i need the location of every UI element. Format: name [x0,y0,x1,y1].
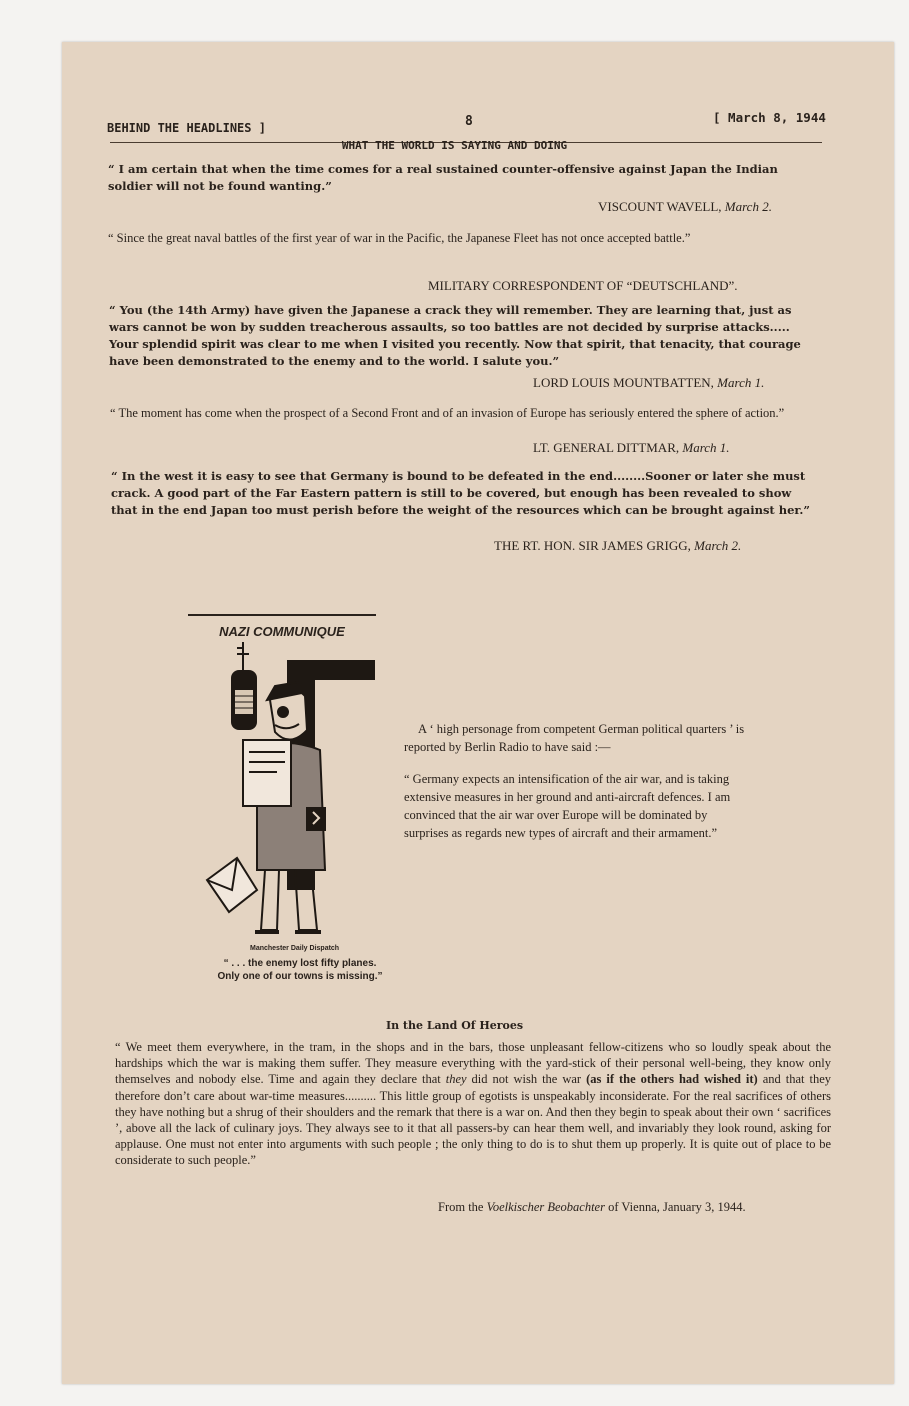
cartoon-title: NAZI COMMUNIQUE [219,624,345,639]
cartoon-credit: Manchester Daily Dispatch [250,945,340,952]
communique-intro: A ‘ high personage from competent German political quarters ’ is reported by Berlin Radio to have said :— [404,722,745,754]
heroes-text: and that they therefore don’t care about war-time measures.......... This little group of egotists is unspeakably inconsiderate. For the real sacrifices of others they have nothing but a shrug of their shoulders and the remark that there is a war on. And then they begin to speak about their own ‘ sacrifices ’, above all the lack of culinary joys. They always see to it that all passers-by can hear them well, and invariably they look round, asking for applause. One must not enter into arguments with such people ; the only thing to do is to shut them up properly. It is quite out of place to be considerate to such people.” [115,1072,831,1168]
quote-speaker: LT. GENERAL DITTMAR, [533,440,680,455]
page-number: 8 [465,114,473,129]
issue-date: [ March 8, 1944 [713,110,826,125]
quote-date: March 1. [717,375,765,390]
cartoon-caption-line: Only one of our towns is missing.” [217,971,383,982]
source-suffix: of Vienna, January 3, 1944. [604,1200,746,1214]
quote-attribution [428,278,738,294]
quote-speaker: LORD LOUIS MOUNTBATTEN, [533,375,714,390]
quote-text: “ I am certain that when the time comes for a real sustained counter-offensive against Japan the Indian soldier will not be found wanting.” [108,162,778,193]
heroes-emphasis: they [445,1072,467,1087]
cartoon-caption-line: “ . . . the enemy lost fifty planes. [223,958,377,969]
newsletter-name: BEHIND THE HEADLINES ] [107,121,266,135]
quote-attribution [494,538,741,554]
heroes-text: “ We meet them everywhere, in the tram, in the shops and in the bars, those unpleasant fellow-citizens who so loudly speak about the hardships which the war is making them suffer. They measure everything with the yard-stick of their personal well-being, they know only themselves and nobody else. Time and again they declare that [115,1040,831,1087]
section-heading: In the Land Of Heroes [385,1019,524,1032]
cartoon-illustration [195,640,385,945]
quote-attribution [598,199,772,215]
quote-text: “ In the west it is easy to see that Germany is bound to be defeated in the end........Sooner or later she must crack. A good part of the Far Eastern pattern is still to be covered, but enough has been revealed to show that in the end Japan too must perish before the weight of the resources which can be brought against her.” [111,469,811,517]
quote-date: March 2. [724,199,772,214]
heroes-paragraph [115,1039,831,1169]
quote-speaker: THE RT. HON. SIR JAMES GRIGG, [494,538,691,553]
heroes-text: did not wish the war [466,1072,587,1087]
quote-date: March 2. [694,538,742,553]
communique-quote: “ Germany expects an intensification of the air war, and is taking extensive measures in her ground and anti-aircraft defences. I am convinced that the air war over Europe will be dominated by surprises as regards new types of aircraft and their armament.” [404,772,731,840]
section-title: WHAT THE WORLD IS SAYING AND DOING [341,139,568,152]
quote-speaker: MILITARY CORRESPONDENT OF “DEUTSCHLAND”. [428,278,738,293]
quote-speaker: VISCOUNT WAVELL, [598,199,722,214]
quote-attribution [533,440,730,456]
cartoon-rule [188,614,376,616]
quote-attribution [533,375,764,391]
source-newspaper: Voelkischer Beobachter [486,1200,605,1214]
source-prefix: From the [438,1200,487,1214]
heroes-bold: (as if the others had wished it) [586,1072,758,1087]
quote-text: “ Since the great naval battles of the first year of war in the Pacific, the Japanese Fleet has not once accepted battle.” [108,231,691,245]
quote-date: March 1. [682,440,730,455]
source-citation [438,1200,746,1215]
officer-figure [207,682,325,932]
swastika-lamp-icon [231,642,257,730]
quote-text: “ The moment has come when the prospect of a Second Front and of an invasion of Europe has seriously entered the sphere of action.” [110,406,785,420]
quote-text: “ You (the 14th Army) have given the Japanese a crack they will remember. They are learning that, just as wars cannot be won by sudden treacherous assaults, so too battles are not decided by surprise attacks..... Your splendid spirit was clear to me when I visited you recently. Now that spirit, that tenacity, that courage have been demonstrated to the enemy and to the world. I salute you.” [109,303,801,368]
cartoon-caption [200,957,400,983]
